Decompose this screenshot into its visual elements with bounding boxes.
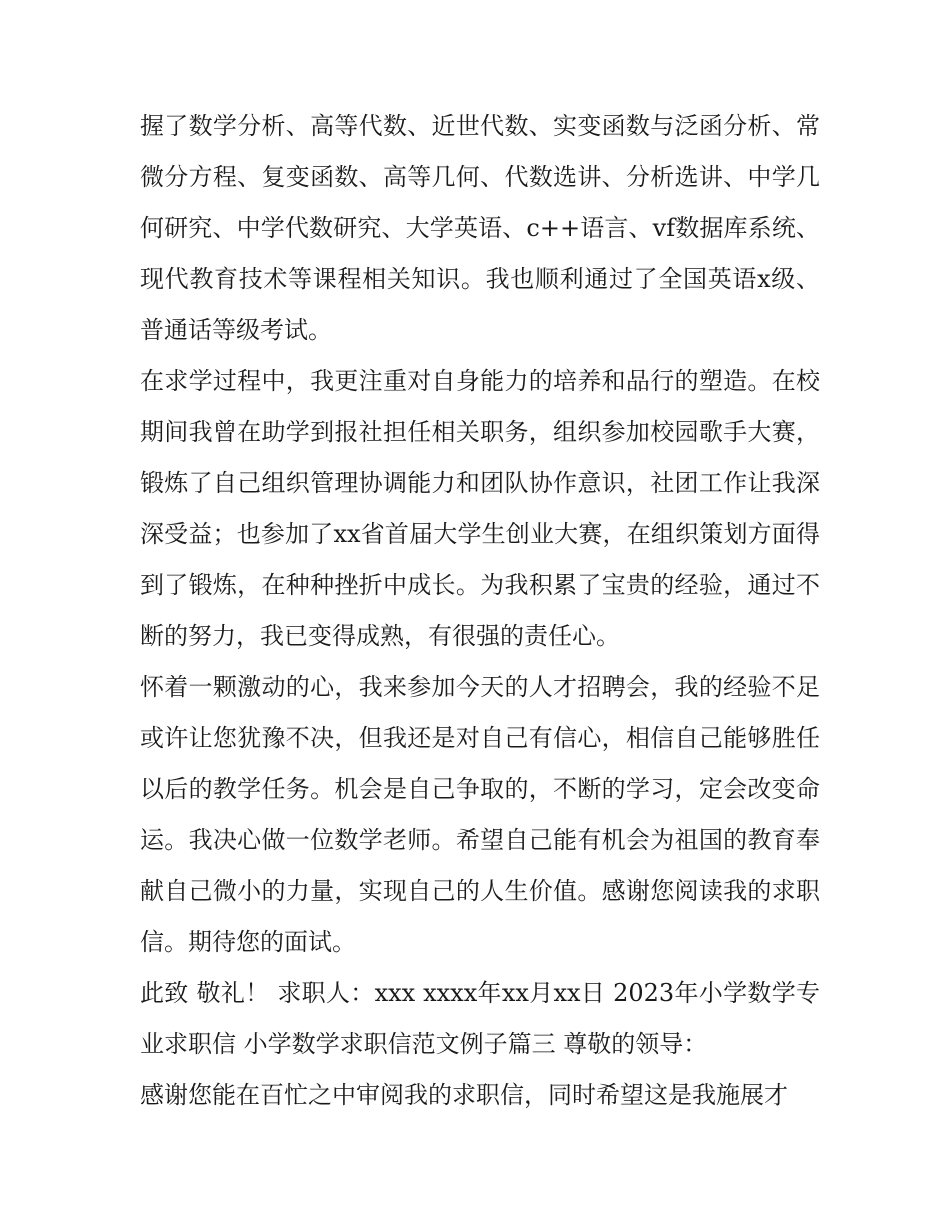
paragraph-next-letter-opening: 感谢您能在百忙之中审阅我的求职信，同时希望这是我施展才 <box>140 1081 788 1109</box>
paragraph-closing: 此致 敬礼！ 求职人：xxx xxxx年xx月xx日 2023年小学数学专业求职信 小学数学求职信范文例子篇三 尊敬的领导： <box>140 979 820 1058</box>
paragraph-courses: 握了数学分析、高等代数、近世代数、实变函数与泛函分析、常微分方程、复变函数、高等几何、代数选讲、分析选讲、中学几何研究、中学代数研究、大学英语、c++语言、vf数据库系统、现代教育技术等课程相关知识。我也顺利通过了全国英语x级、普通话等级考试。 <box>140 112 820 344</box>
paragraph-study-experience: 在求学过程中，我更注重对自身能力的培养和品行的塑造。在校期间我曾在助学到报社担任相关职务，组织参加校园歌手大赛，锻炼了自己组织管理协调能力和团队协作意识，社团工作让我深深受益；也参加了xx省首届大学生创业大赛，在组织策划方面得到了锻炼，在种种挫折中成长。为我积累了宝贵的经验，通过不断的努力，我已变得成熟，有很强的责任心。 <box>140 367 820 650</box>
paragraph-motivation: 怀着一颗激动的心，我来参加今天的人才招聘会，我的经验不足或许让您犹豫不决，但我还是对自己有信心，相信自己能够胜任以后的教学任务。机会是自己争取的，不断的学习，定会改变命运。我决心做一位数学老师。希望自己能有机会为祖国的教育奉献自己微小的力量，实现自己的人生价值。感谢您阅读我的求职信。期待您的面试。 <box>140 673 820 956</box>
document-body <box>140 101 820 1121</box>
